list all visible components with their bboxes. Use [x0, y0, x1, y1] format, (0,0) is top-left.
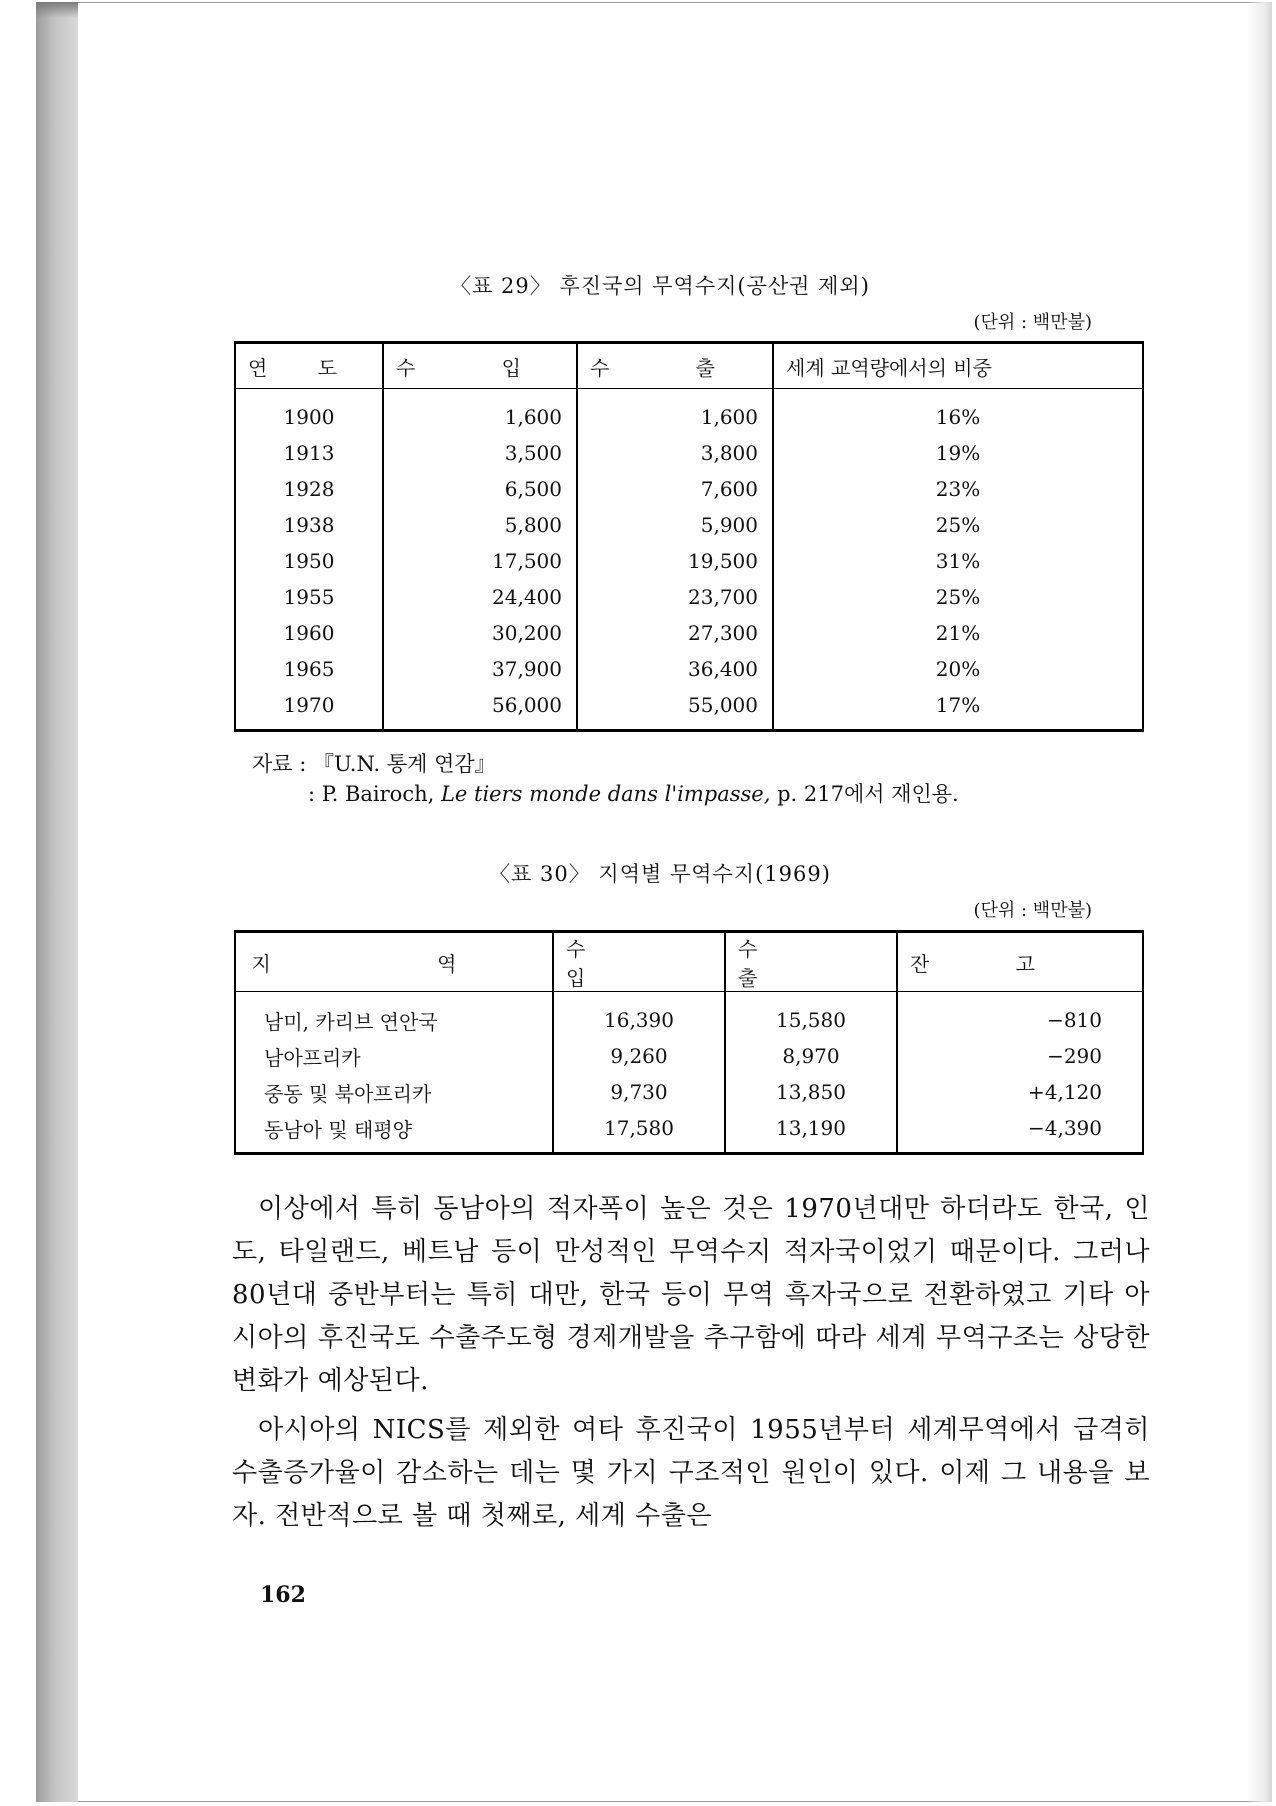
year-cell: 1900: [235, 389, 383, 436]
exports-cell: 36,400: [577, 651, 773, 687]
year-cell: 1913: [235, 435, 383, 471]
imports-cell: 9,730: [553, 1074, 725, 1110]
table-29-header-year: 연 도: [235, 343, 383, 389]
table-29: [234, 341, 1144, 732]
table-row: [235, 543, 1143, 579]
region-cell: 남아프리카: [235, 1038, 553, 1074]
region-cell: 남미, 카리브 연안국: [235, 992, 553, 1039]
table-30-header-imports: 수 입: [553, 932, 725, 992]
book-spine-top-shade: [36, 2, 78, 18]
table-row: [235, 471, 1143, 507]
table-row: [235, 1110, 1143, 1154]
balance-cell: +4,120: [1027, 1080, 1102, 1104]
body-paragraph-1: 이상에서 특히 동남아의 적자폭이 높은 것은 1970년대만 하더라도 한국, 인도, 타일랜드, 베트남 등이 만성적인 무역수지 적자국이었기 때문이다. 그러나 80년대 중반부터는 특히 대만, 한국 등이 무역 흑자국으로 전환하였고 기타 아시아의 후진국도 수출주도형 경제개발을 추구함에 따라 세계 무역구조는 상당한 변화가 예상된다.: [232, 1194, 1150, 1396]
source-page-reference: p. 217에서 재인용.: [770, 782, 959, 806]
table-row: [235, 507, 1143, 543]
share-cell: 17%: [935, 693, 981, 717]
share-cell: 25%: [935, 585, 981, 609]
table-30-header-balance: 잔 고: [897, 932, 1143, 992]
exports-cell: 13,190: [725, 1110, 897, 1154]
exports-cell: 3,800: [577, 435, 773, 471]
table-30: [234, 930, 1144, 1155]
table-30-header-exports: 수 출: [725, 932, 897, 992]
table-row: [235, 992, 1143, 1039]
imports-cell: 16,390: [553, 992, 725, 1039]
imports-cell: 1,600: [383, 389, 577, 436]
exports-cell: 5,900: [577, 507, 773, 543]
share-cell: 31%: [935, 549, 981, 573]
exports-cell: 1,600: [577, 389, 773, 436]
table-row: [235, 1074, 1143, 1110]
table-row: [235, 651, 1143, 687]
year-cell: 1928: [235, 471, 383, 507]
imports-cell: 17,580: [553, 1110, 725, 1154]
exports-cell: 15,580: [725, 992, 897, 1039]
source-author: : P. Bairoch,: [308, 782, 441, 806]
table-29-source-line-1: 자료 : 『U.N. 통계 연감』: [252, 752, 496, 776]
body-paragraph-2: 아시아의 NICS를 제외한 여타 후진국이 1955년부터 세계무역에서 급격히 수출증가율이 감소하는 데는 몇 가지 구조적인 원인이 있다. 이제 그 내용을 보자. 전반적으로 볼 때 첫째로, 세계 수출은: [232, 1415, 1150, 1531]
table-30-header-region: 지 역: [235, 932, 553, 992]
year-cell: 1938: [235, 507, 383, 543]
table-row: [235, 579, 1143, 615]
table-30-caption: 〈표 30〉 지역별 무역수지(1969): [489, 862, 831, 886]
year-cell: 1950: [235, 543, 383, 579]
table-29-unit: (단위 : 백만불): [973, 312, 1092, 333]
year-cell: 1955: [235, 579, 383, 615]
body-text: [232, 1188, 1150, 1538]
source-book-title: Le tiers monde dans l'impasse,: [440, 782, 771, 806]
balance-cell: −290: [1047, 1044, 1102, 1068]
exports-cell: 7,600: [577, 471, 773, 507]
exports-cell: 55,000: [577, 687, 773, 731]
share-cell: 19%: [935, 441, 981, 465]
share-cell: 16%: [935, 405, 981, 429]
imports-cell: 17,500: [383, 543, 577, 579]
imports-cell: 56,000: [383, 687, 577, 731]
table-29-header-exports: 수 출: [577, 343, 773, 389]
exports-cell: 23,700: [577, 579, 773, 615]
share-cell: 23%: [935, 477, 981, 501]
exports-cell: 13,850: [725, 1074, 897, 1110]
imports-cell: 3,500: [383, 435, 577, 471]
imports-cell: 30,200: [383, 615, 577, 651]
table-29-header-share: 세계 교역량에서의 비중: [773, 343, 1143, 389]
imports-cell: 6,500: [383, 471, 577, 507]
region-cell: 중동 및 북아프리카: [235, 1074, 553, 1110]
imports-cell: 37,900: [383, 651, 577, 687]
book-page: [78, 2, 1242, 1802]
exports-cell: 27,300: [577, 615, 773, 651]
imports-cell: 24,400: [383, 579, 577, 615]
page-edge-shadow: [1246, 2, 1272, 1802]
balance-cell: −4,390: [1027, 1116, 1102, 1140]
exports-cell: 8,970: [725, 1038, 897, 1074]
imports-cell: 5,800: [383, 507, 577, 543]
year-cell: 1970: [235, 687, 383, 731]
page-number: 162: [260, 1582, 306, 1608]
table-row: [235, 389, 1143, 436]
table-29-source-line-2: [308, 778, 959, 808]
region-cell: 동남아 및 태평양: [235, 1110, 553, 1154]
table-row: [235, 435, 1143, 471]
table-row: [235, 1038, 1143, 1074]
share-cell: 20%: [935, 657, 981, 681]
book-spine: [36, 2, 78, 1802]
imports-cell: 9,260: [553, 1038, 725, 1074]
table-30-header-row: [235, 932, 1143, 992]
year-cell: 1965: [235, 651, 383, 687]
table-29-caption: 〈표 29〉 후진국의 무역수지(공산권 제외): [450, 274, 870, 298]
share-cell: 21%: [935, 621, 981, 645]
table-29-header-imports: 수 입: [383, 343, 577, 389]
exports-cell: 19,500: [577, 543, 773, 579]
share-cell: 25%: [935, 513, 981, 537]
table-row: [235, 615, 1143, 651]
table-29-header-row: [235, 343, 1143, 389]
year-cell: 1960: [235, 615, 383, 651]
table-30-unit: (단위 : 백만불): [973, 900, 1092, 921]
table-row: [235, 687, 1143, 731]
balance-cell: −810: [1047, 1008, 1102, 1032]
